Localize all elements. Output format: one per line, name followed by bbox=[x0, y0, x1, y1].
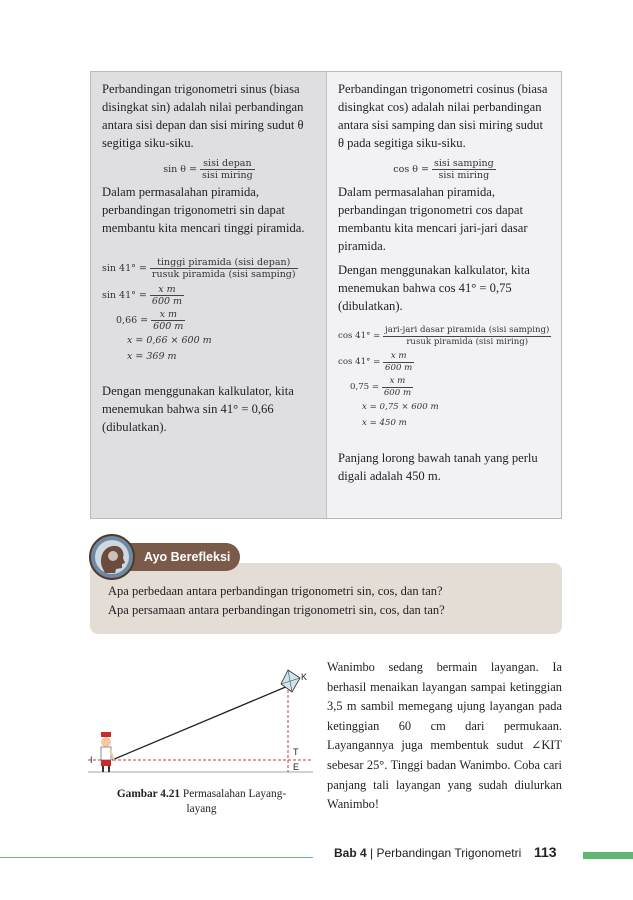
reflection-head-icon bbox=[89, 534, 135, 580]
cos-column bbox=[327, 72, 561, 518]
reflection-question-1: Apa perbedaan antara perbandingan trigonometri sin, cos, dan tan? bbox=[108, 584, 443, 598]
sin-conclusion: Dengan menggunakan kalkulator, kita menemukan bahwa sin 41° = 0,66 (dibulatkan). bbox=[102, 384, 294, 434]
sin-calculation: sin 41° = $\frac{\text{tinggi piramida (sisi depan)}}{\text{rusuk piramida (sisi samping)}}$ sin 41° = $\frac{\text{x m}}{600 m}$ 0,66 = $\frac{\text{x m}}{600 m}$ x = 0,66 × 600 m x = 369 m bbox=[102, 257, 296, 362]
sin-para2: Dalam permasalahan piramida, perbandingan trigonometri sin dapat membantu kita mencari tinggi piramida. bbox=[102, 185, 305, 235]
cos-calculation: cos 41° = $\frac{\text{jari-jari dasar piramida (sisi samping)}}{\text{rusuk piramida (sisi miring)}}$ cos 41° = $\frac{\text{x m}}{600 m}$ 0,75 = $\frac{\text{x m}}{600 m}$ x = 0,75 × 600 m x = 450 m bbox=[338, 325, 550, 428]
kite-problem-text: Wanimbo sedang bermain layangan. Ia berhasil menaikan layangan sampai ketinggian 3,5 m sambil memegang ujung layangan pada ketinggian 60 cm dari permukaan. Layangannya juga membentuk sudut ∠KIT sebesar 25°. Tinggi badan Wanimbo. Coba cari panjang tali layangan yang sudah diulurkan Wanimbo! bbox=[327, 660, 562, 812]
boy-icon bbox=[101, 732, 114, 772]
reflection-questions bbox=[108, 582, 445, 619]
kite-figure bbox=[88, 660, 313, 785]
footer-chapter: Bab 4 | Perbandingan Trigonometri bbox=[334, 846, 522, 860]
cos-intro: Perbandingan trigonometri cosinus (biasa disingkat cos) adalah nilai perbandingan antara sisi samping dan sisi miring sudut θ pada segitiga siku-siku. bbox=[338, 82, 548, 150]
reflection-question-2: Apa persamaan antara perbandingan trigonometri sin, cos, dan tan? bbox=[108, 602, 445, 617]
cos-para3: Dengan menggunakan kalkulator, kita menemukan bahwa cos 41° = 0,75 (dibulatkan). bbox=[338, 263, 530, 313]
footer-line bbox=[0, 857, 313, 858]
kite-string bbox=[112, 686, 288, 760]
sin-definition: sin θ = $\frac{\text{sisi depan}}{\text{sisi miring}}$ bbox=[163, 158, 253, 181]
label-K: K bbox=[301, 672, 308, 682]
trig-comparison-table bbox=[90, 71, 562, 519]
page-number: 113 bbox=[534, 844, 557, 860]
cos-conclusion: Panjang lorong bawah tanah yang perlu digali adalah 450 m. bbox=[338, 451, 538, 483]
label-I: I bbox=[90, 755, 93, 765]
label-E: E bbox=[293, 762, 300, 772]
sin-intro: Perbandingan trigonometri sinus (biasa disingkat sin) adalah nilai perbandingan antara sisi depan dan sisi miring sudut θ segitiga siku-siku. bbox=[102, 82, 304, 150]
cos-para2: Dalam permasalahan piramida, perbandingan trigonometri cos dapat membantu kita mencari jari-jari dasar piramida. bbox=[338, 185, 528, 253]
cos-definition: cos θ = $\frac{\text{sisi samping}}{\text{sisi miring}}$ bbox=[393, 158, 494, 181]
figure-caption: Gambar 4.21 Permasalahan Layang-layang bbox=[116, 788, 287, 815]
sin-column bbox=[91, 72, 327, 518]
reflection-title: Ayo Berefleksi bbox=[117, 543, 240, 571]
footer-accent-bar bbox=[583, 852, 633, 859]
label-T: T bbox=[293, 747, 299, 757]
